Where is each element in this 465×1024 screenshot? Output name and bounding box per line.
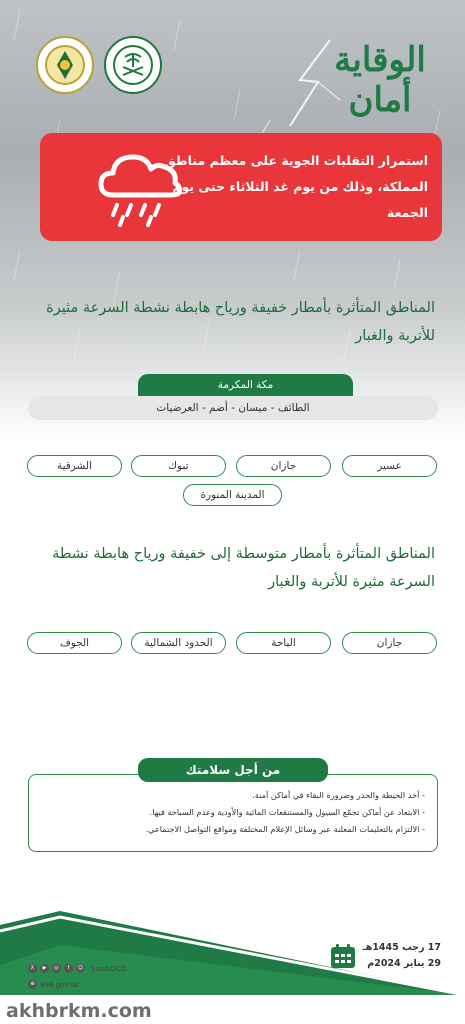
x-icon[interactable]: X bbox=[28, 964, 37, 973]
facebook-icon[interactable]: f bbox=[64, 964, 73, 973]
civil-defense-emblem-icon bbox=[43, 43, 87, 87]
date-gregorian: 29 يناير 2024م bbox=[367, 958, 441, 969]
rain-cloud-icon bbox=[95, 147, 183, 229]
safety-tip: - الالتزام بالتعليمات المعلنة عبر وسائل الإعلام المختلفة ومواقع التواصل الاجتماعي. bbox=[145, 824, 425, 834]
globe-icon: ⊕ bbox=[28, 980, 37, 989]
instagram-icon[interactable]: ◎ bbox=[52, 964, 61, 973]
region-pill: الباحة bbox=[236, 632, 331, 654]
safety-tips-box bbox=[28, 774, 438, 852]
region-pill: جازان bbox=[342, 632, 437, 654]
region-card-makkah bbox=[28, 374, 438, 420]
safety-tips-title: من أجل سلامتك bbox=[138, 758, 328, 782]
region-pill: الشرقية bbox=[27, 455, 122, 477]
region-pill: الحدود الشمالية bbox=[131, 632, 226, 654]
safety-tip: - الابتعاد عن أماكن تجمّع السيول والمستنقعات المائية والأودية وعدم السباحة فيها. bbox=[149, 807, 425, 817]
weather-alert-banner bbox=[40, 133, 442, 241]
date-hijri: 17 رجب 1445هـ bbox=[362, 942, 441, 953]
region-pill: تبوك bbox=[131, 455, 226, 477]
region-pill: عسير bbox=[342, 455, 437, 477]
region-pill: المدينة المنورة bbox=[183, 484, 282, 506]
social-links bbox=[28, 964, 126, 973]
brand-logo-text: الوقاية أمان bbox=[334, 40, 426, 120]
region-pill: جازان bbox=[236, 455, 331, 477]
snapchat-icon[interactable]: ☺ bbox=[77, 965, 84, 971]
safety-tips-list bbox=[35, 787, 425, 838]
section1-title: المناطق المتأثرة بأمطار خفيفة ورياح هابطة نشطة السرعة مثيرة للأتربة والغبار bbox=[46, 300, 435, 344]
date-block bbox=[330, 940, 441, 972]
region-card-title: مكة المكرمة bbox=[138, 374, 353, 396]
social-handle: SaudiDCD bbox=[91, 964, 127, 973]
safety-tip: - أخذ الحيطة والحذر وضرورة البقاء في أماكن آمنة. bbox=[252, 790, 425, 800]
website-link[interactable] bbox=[28, 980, 78, 989]
calendar-icon bbox=[330, 943, 356, 969]
section2-title: المناطق المتأثرة بأمطار متوسطة إلى خفيفة ورياح هابطة نشطة السرعة مثيرة للأتربة والغبار bbox=[52, 546, 435, 590]
civil-defense-logo bbox=[36, 36, 94, 94]
watermark-text: akhbrkm.com bbox=[6, 1000, 152, 1022]
region-pill: الجوف bbox=[27, 632, 122, 654]
region-card-areas: الطائف - ميسان - أضم - العرضيات bbox=[28, 396, 438, 420]
ministry-of-interior-logo bbox=[104, 36, 162, 94]
youtube-icon[interactable]: ▶ bbox=[40, 964, 49, 973]
palm-swords-emblem-icon bbox=[111, 43, 155, 87]
alert-message: استمرار التقلبات الجوية على معظم مناطق المملكة، وذلك من يوم غد الثلاثاء حتى يوم الجمعة bbox=[164, 153, 428, 220]
website-text: 998.gov.sa bbox=[40, 980, 79, 989]
